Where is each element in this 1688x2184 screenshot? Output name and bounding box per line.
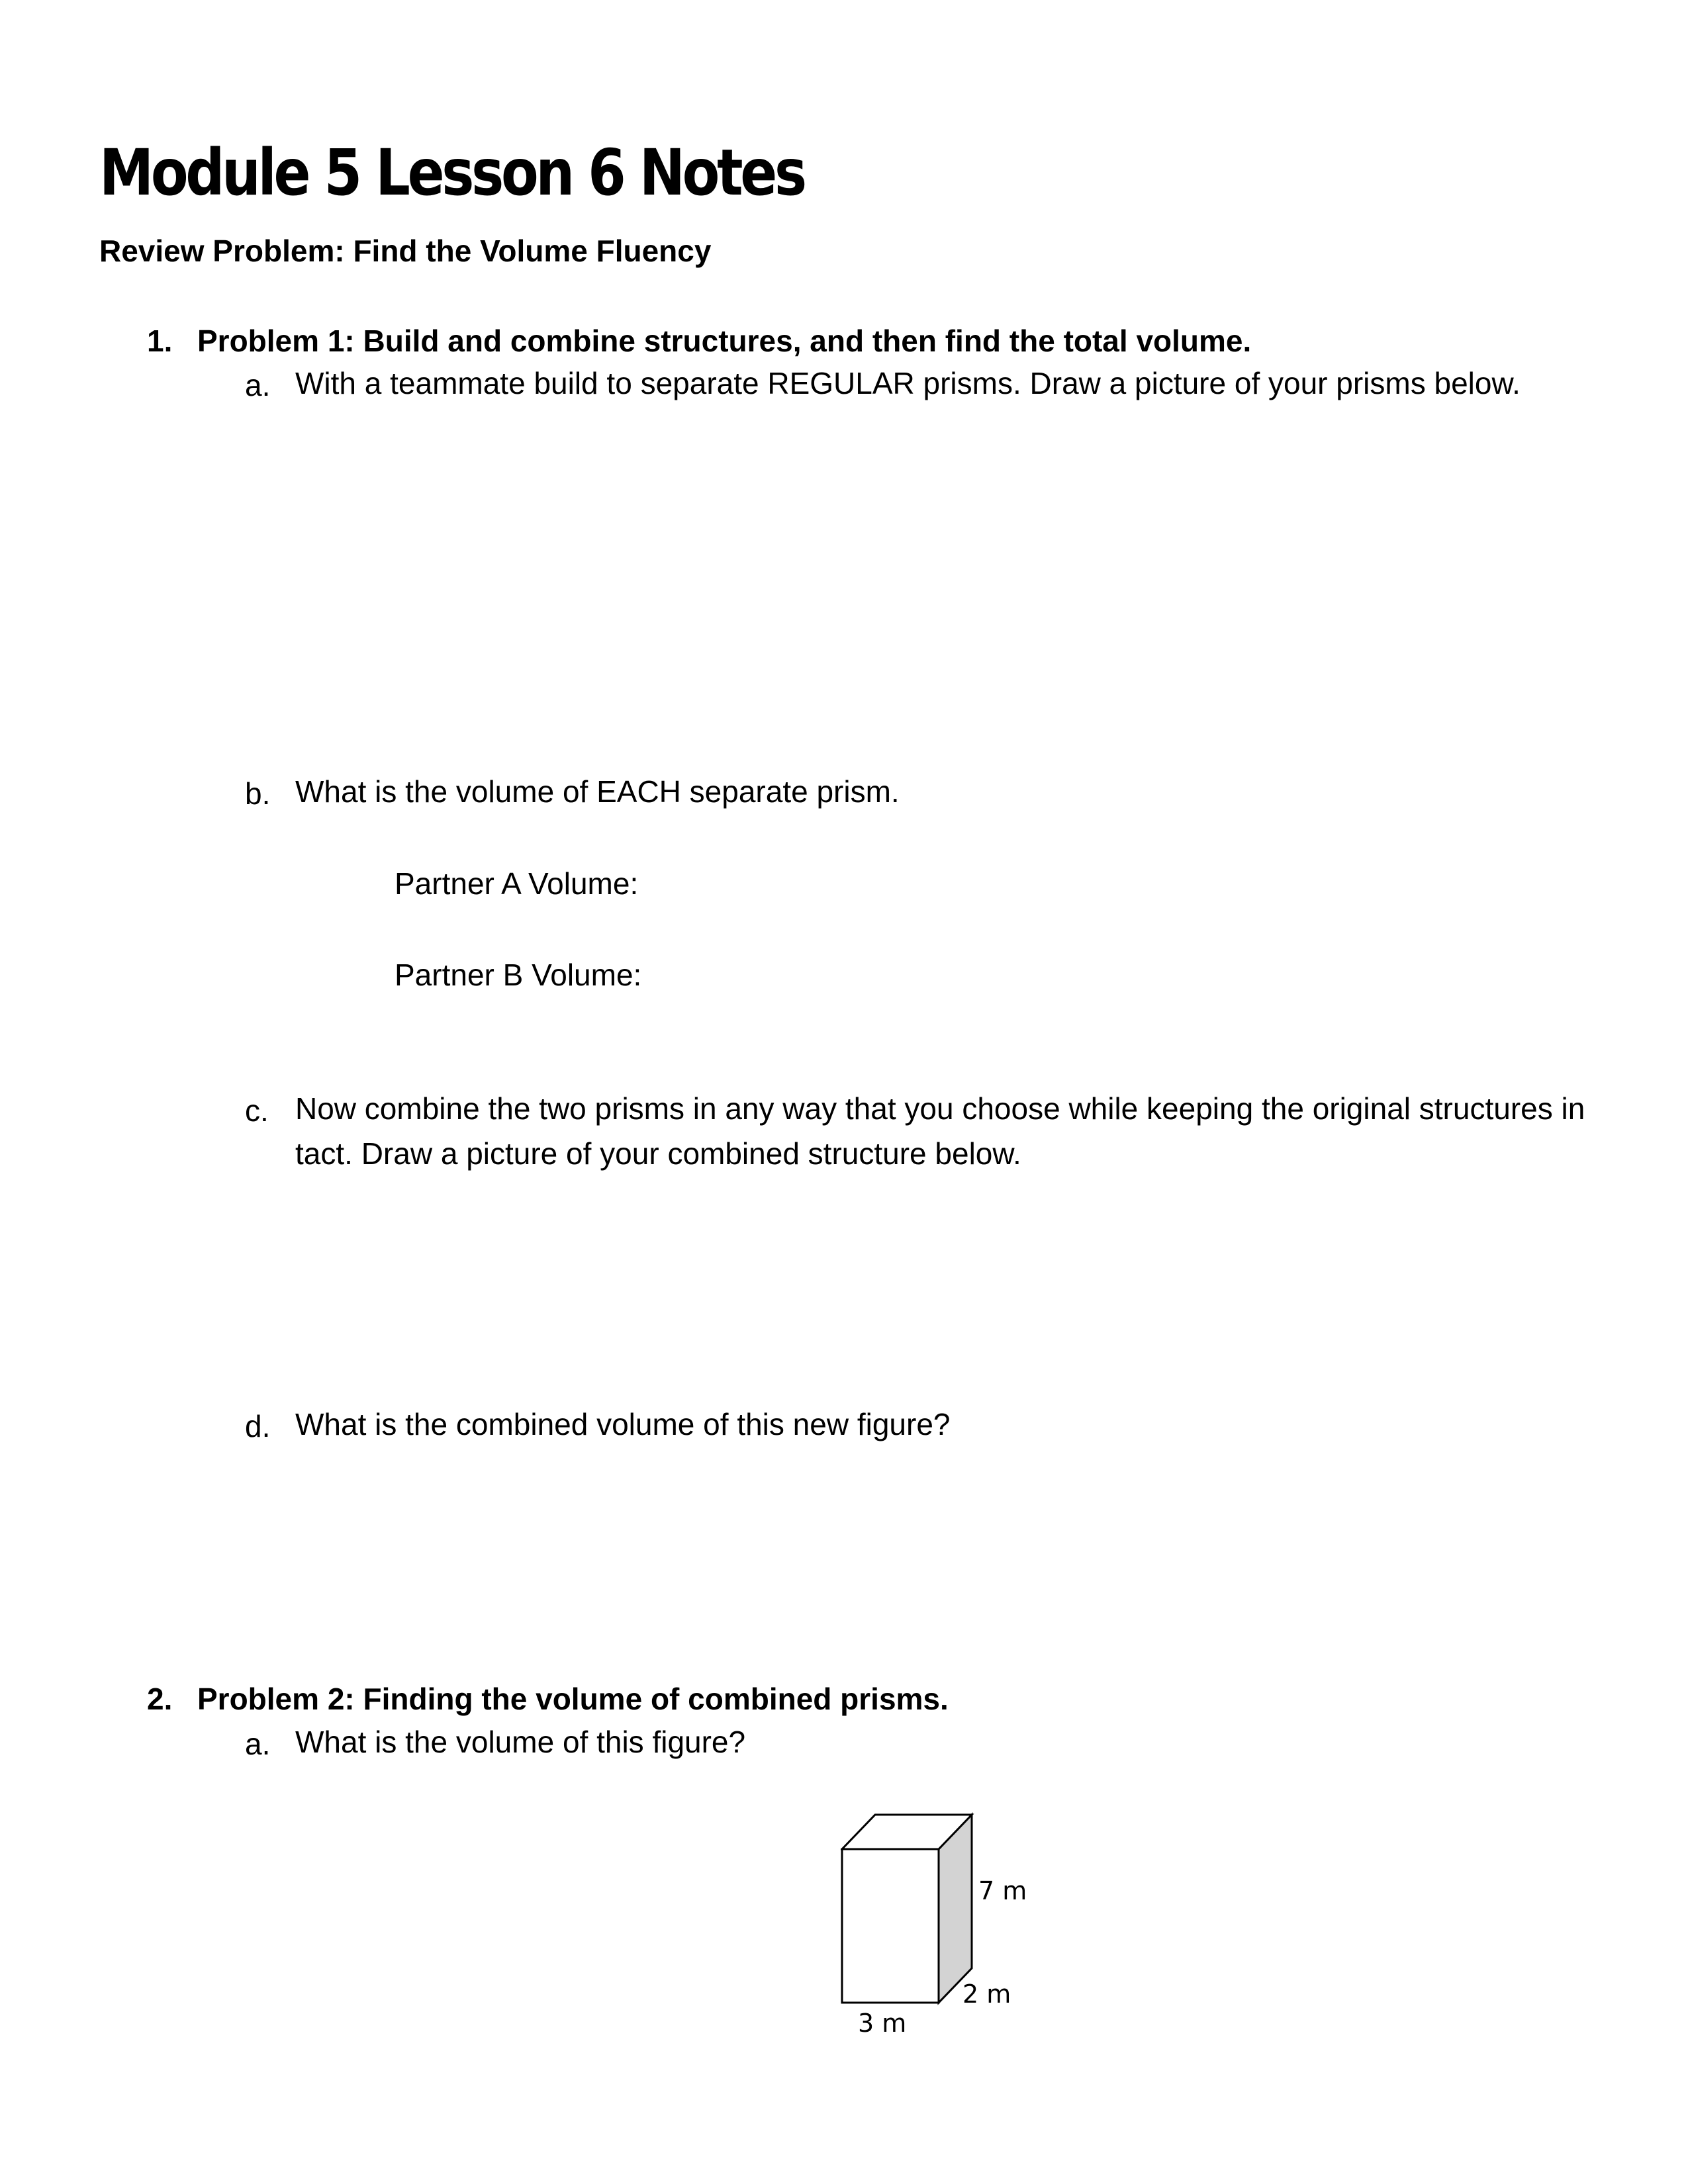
rectangular-prism-figure — [841, 1807, 1059, 2045]
prism-depth-label: 2 m — [962, 1979, 1011, 2009]
problem-1-heading: Problem 1: Build and combine structures, and then find the total volume. — [197, 324, 1252, 358]
problem-2a-letter: a. — [245, 1727, 271, 1761]
problem-1c-text: Now combine the two prisms in any way that you choose while keeping the original structures in tact. Draw a picture of your combined structure below. — [295, 1091, 1585, 1171]
problem-2-heading: Problem 2: Finding the volume of combined prisms. — [197, 1682, 949, 1716]
problem-1d-letter: d. — [245, 1409, 271, 1443]
problem-2-number: 2. — [147, 1682, 173, 1716]
problem-1b-text: What is the volume of EACH separate prism. — [295, 774, 900, 809]
prism-front-face — [842, 1849, 939, 2003]
partner-b-volume-label: Partner B Volume: — [395, 958, 642, 992]
problem-1-number: 1. — [147, 324, 173, 358]
page-subtitle: Review Problem: Find the Volume Fluency — [99, 234, 712, 268]
problem-1a-letter: a. — [245, 368, 271, 402]
problem-2a-text: What is the volume of this figure? — [295, 1725, 746, 1759]
problem-1d-text: What is the combined volume of this new figure? — [295, 1407, 951, 1441]
problem-1b-letter: b. — [245, 776, 271, 811]
partner-a-volume-label: Partner A Volume: — [395, 866, 639, 901]
problem-1a-text: With a teammate build to separate REGULAR prisms. Draw a picture of your prisms below. — [295, 366, 1521, 400]
prism-height-label: 7 m — [978, 1876, 1027, 1905]
page-title: Module 5 Lesson 6 Notes — [99, 136, 804, 210]
prism-width-label: 3 m — [858, 2009, 907, 2038]
problem-1c-letter: c. — [245, 1093, 269, 1128]
